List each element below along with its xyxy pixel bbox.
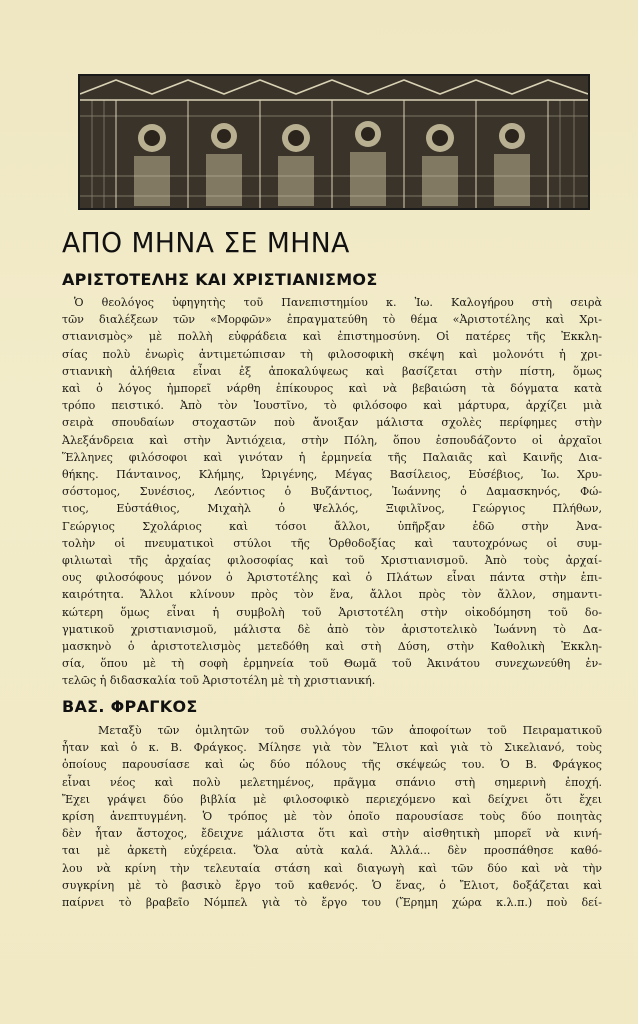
text-line: παίρνει τὸ βραβεῖο Νόμπελ γιὰ τὸ ἔργο του (Ἔρημη χώρα κ.λ.π.) ποὺ δεί- [62, 896, 602, 910]
page-title: ΑΠΟ ΜΗΝΑ ΣΕ ΜΗΝΑ [62, 226, 350, 259]
text-line: ους φιλοσόφους μόνον ὁ Ἀριστοτέλης καὶ ὁ Πλάτων εἶναι πάντα στὴν ἐπι- [62, 571, 602, 585]
text-line: Μεταξὺ τῶν ὁμιλητῶν τοῦ συλλόγου τῶν ἀποφοίτων τοῦ Πειραματικοῦ [98, 724, 602, 737]
text-line: θήκης. Πάνταινος, Κλήμης, Ὠριγένης, Μέγας Βασίλειος, Εὐσέβιος, Ἰω. Χρυ- [62, 468, 602, 482]
text-line: Ἔχει γράψει δύο βιβλία μὲ φιλοσοφικὸ περιεχόμενο καὶ δείχνει ὅτι ἔχει [62, 792, 602, 806]
text-line: γματικοῦ χριστιανισμοῦ, μάλιστα δὲ ἀπὸ τὸν ἀριστοτελικὸ Ἰωάννη τὸ Δα- [62, 622, 602, 636]
text-line: κώτερη ὅμως εἶναι ἡ συμβολὴ τοῦ Ἀριστοτέλη στὴν οἰκοδόμηση τοῦ δο- [62, 605, 602, 619]
text-line: τῶν διαλέξεων τῶν «Μορφῶν» ἐπραγματεύθη τὸ θέμα «Ἀριστοτέλης καὶ Χρι- [62, 313, 602, 327]
text-line: σίας πολὺ ἐνωρὶς ἀντιμετώπισαν τὴ φιλοσοφικὴ σκέψη καὶ μολονότι ἡ χρι- [62, 347, 602, 361]
text-line: συγκρίνη μὲ τὸ βασικὸ ἔργο τοῦ καθενός. Ὁ ἕνας, ὁ Ἔλιοτ, δοξάζεται καὶ [62, 878, 602, 892]
text-line: σόστομος, Συνέσιος, Λεόντιος ὁ Βυζάντιος, Ἰωάννης ὁ Δαμασκηνός, Φώ- [62, 485, 602, 499]
text-line: ται μὲ ἀρκετὴ εὐχέρεια. Ὅλα αὐτὰ καλά. Ἀλλά... δὲν προσπάθησε καθό- [62, 844, 602, 858]
section-title-fragkos: ΒΑΣ. ΦΡΑΓΚΟΣ [62, 697, 198, 716]
text-line: ὁποίους παρουσίασε καὶ ὡς δύο πόλους τῆς σκέψεώς του. Ὁ Β. Φράγκος [62, 758, 602, 772]
text-line: σειρὰ σπουδαίων στοχαστῶν ποὺ ἄνοιξαν μάλιστα σχολὲς περίφημες στὴν [62, 416, 602, 430]
text-line: τρόπο πειστικό. Ἀπὸ τὸν Ἰουστῖνο, τὸ φιλόσοφο καὶ μάρτυρα, ἀρχίζει μιὰ [62, 399, 602, 413]
section-title-aristotle: ΑΡΙΣΤΟΤΕΛΗΣ ΚΑΙ ΧΡΙΣΤΙΑΝΙΣΜΟΣ [62, 270, 378, 289]
text-line: Γεώργιος Σχολάριος καὶ τόσοι ἄλλοι, ὑπῆρξαν ἐδῶ στὴν Ἀνα- [62, 519, 602, 533]
text-line: τιος, Εὐστάθιος, Μιχαὴλ ὁ Ψελλός, Ξιφιλῖνος, Γεώργιος Πλήθων, [62, 502, 602, 516]
text-line: μασκηνὸ ὁ ἀριστοτελισμὸς μετεδόθη καὶ στὴ Δύση, στὴν Καθολικὴ Ἐκκλη- [62, 640, 602, 654]
article-aristotle-body [62, 294, 602, 690]
byzantine-mosaic-banner-image [78, 74, 590, 210]
text-line: εἶναι νέος καὶ πολὺ μελετημένος, πρᾶγμα σπάνιο στὴ σημερινὴ ἐποχή. [62, 775, 602, 789]
text-line: λου νὰ κρίνη τὴν τελευταία στάση καὶ διαγωγὴ καὶ τῶν δύο καὶ νὰ τὴν [62, 861, 602, 875]
text-line: ἦταν καὶ ὁ κ. Β. Φράγκος. Μίλησε γιὰ τὸν Ἔλιοτ καὶ γιὰ τὸ Σικελιανό, τοὺς [62, 741, 602, 755]
text-line: Ὁ θεολόγος ὑφηγητὴς τοῦ Πανεπιστημίου κ. Ἰω. Καλογήρου στὴ σειρὰ [74, 296, 602, 309]
text-line: καιρότητα. Ἄλλοι κλίνουν πρὸς τὸν ἕνα, ἄλλοι πρὸς τὸν ἄλλον, σημαντι- [62, 588, 602, 602]
text-line: Ἕλληνες φιλόσοφοι καὶ γινόταν ἡ ἑρμηνεία τῆς Παλαιᾶς καὶ Καινῆς Δια- [62, 450, 602, 464]
text-line: δὲν ἦταν ἄστοχος, ἔδειχνε μάλιστα ὅτι καὶ στὴν αἰσθητικὴ μπορεῖ νὰ κινή- [62, 827, 602, 841]
text-line: στιανικὴ ἀλήθεια εἶναι ἐξ ἀποκαλύψεως καὶ βασίζεται στὴν πίστη, ὅμως [62, 364, 602, 378]
text-line: Ἀλεξάνδρεια καὶ στὴν Ἀντιόχεια, στὴν Πόλη, ὅπου ἐσπουδάζοντο οἱ ἀρχαῖοι [62, 433, 602, 447]
text-line: καὶ ὁ λόγος ἠμπορεῖ νάρθη ἐπίκουρος καὶ νὰ βεβαιώση τὰ δόγματα κατὰ [62, 382, 602, 396]
text-line: τελῶς ἡ διδασκαλία τοῦ Ἀριστοτέλη μὲ τὴ χριστιανική. [62, 674, 376, 688]
text-line: φιλιωταὶ τῆς ἀρχαίας φιλοσοφίας καὶ τοῦ Χριστιανισμοῦ. Ἀπὸ τοὺς ἀρχαί- [62, 554, 602, 568]
text-line: κρίση ἀνεπτυγμένη. Ὁ τρόπος μὲ τὸν ὁποῖο παρουσίασε τοὺς δύο ποιητὰς [62, 810, 602, 824]
text-line: στιανισμὸς» μὲ πολλὴ εὐφράδεια καὶ ἐπιστημοσύνη. Οἱ πατέρες τῆς Ἐκκλη- [62, 330, 602, 344]
text-line: τολὴν οἱ πνευματικοὶ στύλοι τῆς Ὀρθοδοξίας καὶ ταυτοχρόνως οἱ συμ- [62, 536, 602, 550]
text-line: σία, ὅπου μὲ τὴ σοφὴ ἑρμηνεία τοῦ Θωμᾶ τοῦ Ἀκινάτου συνεχωνεύθη ἐν- [62, 657, 602, 671]
article-fragkos-body [62, 722, 602, 911]
